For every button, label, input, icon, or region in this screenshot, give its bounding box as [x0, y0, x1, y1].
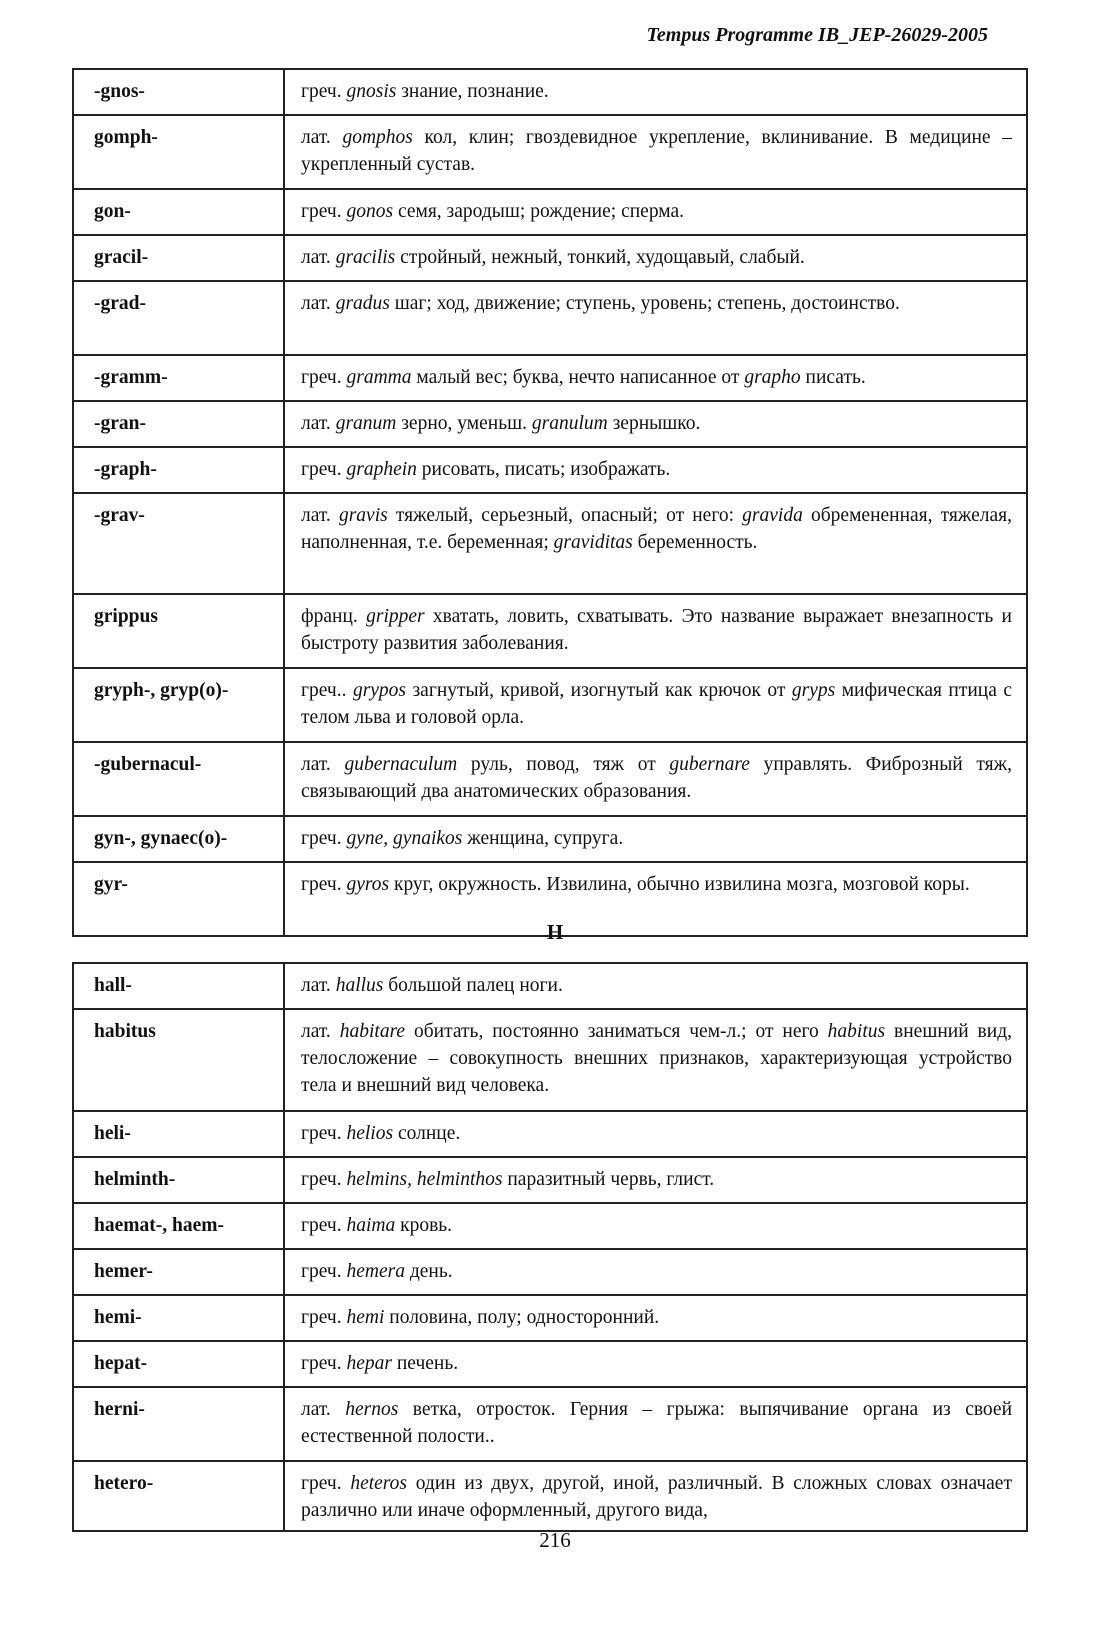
table-row	[73, 355, 1027, 401]
definition-text: ветка, отросток. Герния – грыжа: выпячивание органа из своей естественной полости..	[301, 1399, 1013, 1447]
etymon-word: granulum	[531, 413, 608, 434]
term-cell: -gubernacul-	[73, 742, 284, 816]
term-cell: hemi-	[73, 1295, 284, 1341]
definition-text: лат.	[301, 413, 336, 434]
definition-text: семя, зародыш; рождение; сперма.	[393, 201, 685, 222]
etymon-word: gubernaculum	[344, 754, 458, 775]
definition-text: печень.	[391, 1353, 459, 1374]
definition-text: мифическая птица с телом льва и головой орла.	[301, 680, 1012, 728]
definition-cell	[284, 235, 1027, 281]
term-cell: hall-	[73, 963, 284, 1009]
definition-cell	[284, 1111, 1027, 1157]
term-cell: gon-	[73, 189, 284, 235]
definition-text: один из двух, другой, иной, различный. В сложных словах означает различно или иначе оформленный, другого вида,	[301, 1473, 1012, 1521]
definition-text: женщина, супруга.	[462, 828, 624, 849]
definition-cell	[284, 668, 1027, 742]
definition-cell	[284, 281, 1027, 355]
definition-text: паразитный червь, глист.	[502, 1169, 715, 1190]
table-row	[73, 1249, 1027, 1295]
etymon-word: graviditas	[553, 532, 633, 553]
running-header: Tempus Programme IB_JEP-26029-2005	[646, 24, 988, 46]
definition-text: греч.	[301, 1261, 347, 1282]
definition-text: греч.	[301, 367, 347, 388]
etymon-word: granum	[335, 413, 397, 434]
etymon-word: grypos	[352, 680, 407, 701]
definition-text: греч.	[301, 459, 347, 480]
term-cell: hepat-	[73, 1341, 284, 1387]
term-cell: hetero-	[73, 1461, 284, 1531]
page-number: 216	[539, 1528, 571, 1552]
definition-text: стройный, нежный, тонкий, худощавый, слабый.	[395, 247, 805, 268]
definition-text: круг, окружность. Извилина, обычно извилина мозга, мозговой коры.	[389, 874, 970, 895]
term-cell: gyr-	[73, 862, 284, 936]
definition-cell	[284, 447, 1027, 493]
definition-cell	[284, 69, 1027, 115]
table-row	[73, 69, 1027, 115]
definition-text: греч.	[301, 828, 347, 849]
term-cell: gyn-, gynaec(o)-	[73, 816, 284, 862]
definition-cell	[284, 355, 1027, 401]
etymon-word: gomphos	[342, 127, 413, 148]
definition-text: писать.	[800, 367, 866, 388]
definition-text: обремененная, тяжелая, наполненная, т.е. беременная;	[301, 505, 1013, 553]
term-cell: grippus	[73, 594, 284, 668]
section-heading-h: H	[546, 920, 564, 944]
etymon-word: grapho	[744, 367, 801, 388]
definition-text: лат.	[301, 1021, 340, 1042]
etymon-word: graphein	[346, 459, 417, 480]
definition-text: лат.	[301, 247, 336, 268]
etymon-word: gracilis	[335, 247, 396, 268]
term-cell: gomph-	[73, 115, 284, 189]
glossary-table-h	[72, 962, 1028, 1532]
definition-text: греч.	[301, 81, 347, 102]
definition-text: греч.	[301, 1473, 351, 1494]
definition-text: лат.	[301, 293, 336, 314]
etymon-word: hernos	[345, 1399, 399, 1420]
etymon-word: heteros	[350, 1473, 407, 1494]
definition-text: шаг; ход, движение; ступень, уровень; степень, достоинство.	[389, 293, 900, 314]
table-row	[73, 668, 1027, 742]
definition-cell	[284, 1009, 1027, 1111]
table-row	[73, 1009, 1027, 1111]
definition-text: лат.	[301, 1399, 346, 1420]
etymon-word: gyros	[346, 874, 390, 895]
table-row	[73, 189, 1027, 235]
definition-text: лат.	[301, 975, 336, 996]
definition-text: лат.	[301, 754, 345, 775]
definition-text: зернышко.	[607, 413, 701, 434]
term-cell: heli-	[73, 1111, 284, 1157]
definition-text: греч.	[301, 1123, 347, 1144]
definition-text: большой палец ноги.	[383, 975, 563, 996]
etymon-word: gradus	[335, 293, 390, 314]
definition-text: хватать, ловить, схватывать. Это название выражает внезапность и быстроту развития заболевания.	[301, 606, 1012, 654]
term-cell: -gran-	[73, 401, 284, 447]
definition-cell	[284, 1387, 1027, 1461]
table-row	[73, 401, 1027, 447]
etymon-word: gryps	[791, 680, 836, 701]
definition-cell	[284, 401, 1027, 447]
term-cell: -gnos-	[73, 69, 284, 115]
term-cell: -grad-	[73, 281, 284, 355]
definition-text: кол, клин; гвоздевидное укрепление, вклинивание. В медицине – укрепленный сустав.	[301, 127, 1012, 175]
etymon-word: hemera	[346, 1261, 405, 1282]
table-row	[73, 1461, 1027, 1531]
definition-cell	[284, 1341, 1027, 1387]
table-row	[73, 1203, 1027, 1249]
definition-text: греч.	[301, 1215, 347, 1236]
definition-cell	[284, 1249, 1027, 1295]
table-row	[73, 1157, 1027, 1203]
table-row	[73, 235, 1027, 281]
table-row	[73, 963, 1027, 1009]
definition-text: солнце.	[393, 1123, 461, 1144]
definition-text: греч.	[301, 1169, 347, 1190]
definition-text: руль, повод, тяж от	[457, 754, 670, 775]
definition-text: беременность.	[632, 532, 758, 553]
term-cell: -grav-	[73, 493, 284, 594]
table-row	[73, 493, 1027, 594]
definition-text: загнутый, кривой, изогнутый как крючок от	[406, 680, 792, 701]
definition-text: греч..	[301, 680, 353, 701]
table-row	[73, 1295, 1027, 1341]
etymon-word: gramma	[346, 367, 412, 388]
etymon-word: gravis	[338, 505, 388, 526]
definition-text: лат.	[301, 127, 343, 148]
definition-cell	[284, 1461, 1027, 1531]
glossary-table-g	[72, 68, 1028, 937]
definition-text: обитать, постоянно заниматься чем-л.; от него	[405, 1021, 828, 1042]
etymon-word: gonos	[346, 201, 394, 222]
term-cell: gryph-, gryp(o)-	[73, 668, 284, 742]
definition-text: греч.	[301, 874, 347, 895]
etymon-word: gripper	[366, 606, 425, 627]
etymon-word: helios	[346, 1123, 394, 1144]
table-row	[73, 742, 1027, 816]
etymon-word: hemi	[346, 1307, 385, 1328]
definition-text: малый вес; буква, нечто написанное от	[411, 367, 745, 388]
term-cell: helminth-	[73, 1157, 284, 1203]
definition-cell	[284, 816, 1027, 862]
etymon-word: haima	[346, 1215, 396, 1236]
term-cell: haemat-, haem-	[73, 1203, 284, 1249]
term-cell: habitus	[73, 1009, 284, 1111]
definition-text: греч.	[301, 1353, 347, 1374]
definition-text: лат.	[301, 505, 339, 526]
table-row	[73, 1111, 1027, 1157]
table-row	[73, 447, 1027, 493]
definition-text: зерно, уменьш.	[396, 413, 532, 434]
definition-text: греч.	[301, 201, 347, 222]
table-row	[73, 1387, 1027, 1461]
definition-cell	[284, 963, 1027, 1009]
etymon-word: helmins, helminthos	[346, 1169, 503, 1190]
term-cell: hemer-	[73, 1249, 284, 1295]
term-cell: herni-	[73, 1387, 284, 1461]
definition-text: тяжелый, серьезный, опасный; от него:	[387, 505, 743, 526]
definition-text: управлять. Фиброзный тяж, связывающий два анатомических образования.	[301, 754, 1013, 802]
table-row	[73, 816, 1027, 862]
definition-text: внешний вид, телосложение – совокупность внешних признаков, характеризующая устройство тела и внешний вид человека.	[301, 1021, 1012, 1096]
definition-cell	[284, 493, 1027, 594]
definition-cell	[284, 1295, 1027, 1341]
definition-text: знание, познание.	[396, 81, 549, 102]
definition-text: греч.	[301, 1307, 347, 1328]
table-row	[73, 115, 1027, 189]
term-cell: gracil-	[73, 235, 284, 281]
definition-text: половина, полу; односторонний.	[384, 1307, 660, 1328]
etymon-word: hallus	[335, 975, 384, 996]
etymon-word: gyne, gynaikos	[346, 828, 463, 849]
term-cell: -gramm-	[73, 355, 284, 401]
definition-text: день.	[404, 1261, 453, 1282]
definition-text: кровь.	[395, 1215, 453, 1236]
table-row	[73, 1341, 1027, 1387]
definition-cell	[284, 594, 1027, 668]
table-row	[73, 594, 1027, 668]
definition-cell	[284, 742, 1027, 816]
table-row	[73, 281, 1027, 355]
etymon-word: gravida	[742, 505, 803, 526]
definition-cell	[284, 1157, 1027, 1203]
term-cell: -graph-	[73, 447, 284, 493]
definition-text: франц.	[301, 606, 367, 627]
definition-cell	[284, 1203, 1027, 1249]
definition-text: рисовать, писать; изображать.	[416, 459, 671, 480]
etymon-word: habitus	[827, 1021, 886, 1042]
etymon-word: habitare	[339, 1021, 406, 1042]
etymon-word: gnosis	[346, 81, 397, 102]
definition-cell	[284, 189, 1027, 235]
etymon-word: gubernare	[669, 754, 750, 775]
definition-cell	[284, 115, 1027, 189]
etymon-word: hepar	[346, 1353, 392, 1374]
